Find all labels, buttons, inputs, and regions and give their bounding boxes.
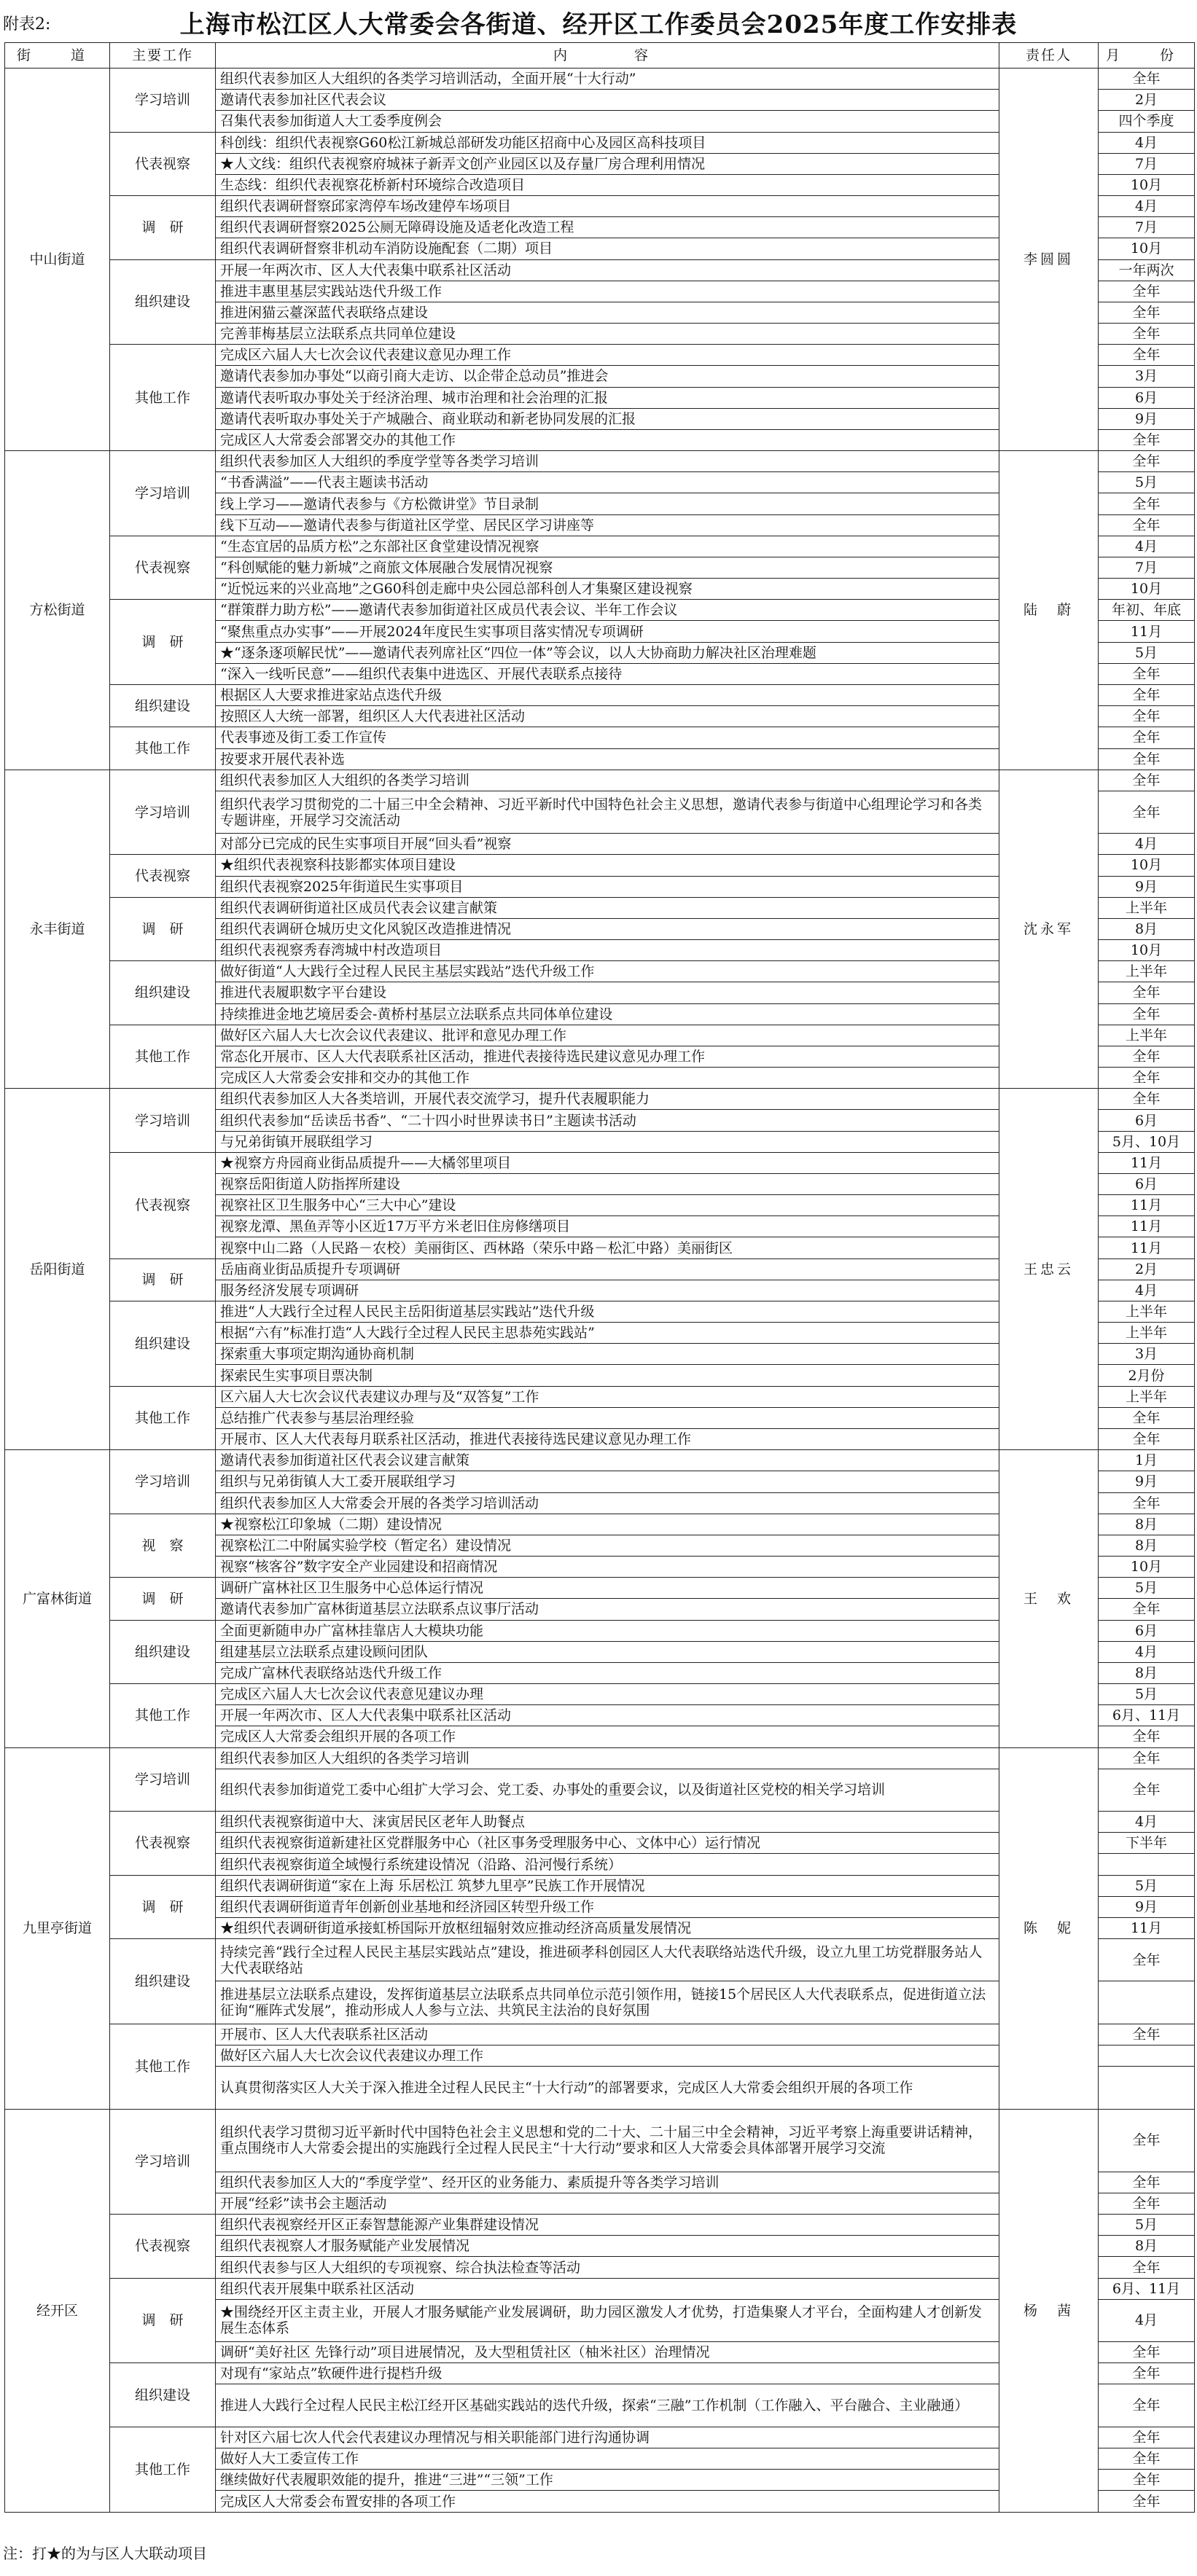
content-cell: 组织代表调研仓城历史文化风貌区改造推进情况 (216, 918, 999, 939)
content-cell: 邀请代表参加社区代表会议 (216, 90, 999, 111)
content-cell: 视察龙潭、黑鱼弄等小区近17万平方米老旧住房修缮项目 (216, 1216, 999, 1237)
month-cell: 10月 (1099, 579, 1195, 600)
responsible-person-cell: 沈永军 (999, 770, 1099, 1089)
content-cell: 线下互动——邀请代表参与街道社区学堂、居民区学习讲座等 (216, 514, 999, 536)
month-cell: 全年 (1099, 2172, 1195, 2193)
content-cell: 组织代表参加街道党工委中心组扩大学习会、党工委、办事处的重要会议，以及街道社区党校的相关学习培训 (216, 1769, 999, 1811)
month-cell: 全年 (1099, 1599, 1195, 1620)
month-cell: 全年 (1099, 345, 1195, 366)
month-cell: 5月 (1099, 642, 1195, 663)
month-cell (1099, 2067, 1195, 2109)
content-cell: 组织代表参加区人大组织的各类学习培训 (216, 1747, 999, 1769)
month-cell: 7月 (1099, 217, 1195, 238)
work-category-cell: 组织建设 (110, 1301, 216, 1386)
month-cell: 5月 (1099, 1684, 1195, 1705)
content-cell: 对部分已完成的民生实事项目开展“回头看”视察 (216, 834, 999, 855)
month-cell: 4月 (1099, 536, 1195, 557)
month-cell: 6月 (1099, 1110, 1195, 1131)
responsible-person-cell: 陆 蔚 (999, 451, 1099, 770)
month-cell: 10月 (1099, 238, 1195, 259)
month-cell: 11月 (1099, 621, 1195, 642)
month-cell: 全年 (1099, 514, 1195, 536)
month-cell: 年初、年底 (1099, 600, 1195, 621)
content-cell: “深入一线听民意”——组织代表集中进选区、开展代表联系点接待 (216, 663, 999, 684)
month-cell: 9月 (1099, 876, 1195, 897)
content-cell: 做好区六届人大七次会议代表建议办理工作 (216, 2045, 999, 2066)
content-cell: 常态化开展市、区人大代表联系社区活动，推进代表接待选民建议意见办理工作 (216, 1046, 999, 1067)
work-category-cell: 学习培训 (110, 2109, 216, 2215)
content-cell: 组织代表参加区人大组织的各类学习培训 (216, 770, 999, 791)
work-category-cell: 调 研 (110, 1875, 216, 1939)
month-cell: 全年 (1099, 2257, 1195, 2278)
month-cell: 4月 (1099, 1280, 1195, 1301)
col-header-work: 主要工作 (110, 43, 216, 68)
content-cell: 组织代表视察人才服务赋能产业发展情况 (216, 2236, 999, 2257)
month-cell: 10月 (1099, 174, 1195, 195)
content-cell: 组织代表参加区人大的“季度学堂”、经开区的业务能力、素质提升等各类学习培训 (216, 2172, 999, 2193)
work-category-cell: 调 研 (110, 600, 216, 685)
work-category-cell: 学习培训 (110, 451, 216, 536)
month-cell: 6月 (1099, 387, 1195, 408)
content-cell: “近悦远来的兴业高地”之G60科创走廊中央公园总部科创人才集聚区建设视察 (216, 579, 999, 600)
content-cell: 探索重大事项定期沟通协商机制 (216, 1344, 999, 1365)
work-category-cell: 其他工作 (110, 2427, 216, 2512)
month-cell: 5月 (1099, 2215, 1195, 2236)
work-category-cell: 组织建设 (110, 259, 216, 345)
work-category-cell: 其他工作 (110, 1025, 216, 1089)
content-cell: 根据“六有”标准打造“人大践行全过程人民民主思恭苑实践站” (216, 1323, 999, 1344)
month-cell: 10月 (1099, 940, 1195, 961)
content-cell: 按照区人大统一部署，组织区人大代表进社区活动 (216, 706, 999, 727)
content-cell: 科创线：组织代表视察G60松江新城总部研发功能区招商中心及园区高科技项目 (216, 132, 999, 153)
month-cell: 6月 (1099, 1173, 1195, 1194)
content-cell: 组织代表调研督察2025公厕无障碍设施及适老化改造工程 (216, 217, 999, 238)
work-category-cell: 学习培训 (110, 68, 216, 133)
page-header (0, 0, 1197, 47)
work-category-cell: 代表视察 (110, 536, 216, 600)
month-cell: 上半年 (1099, 1301, 1195, 1322)
content-cell: 组织代表视察秀春湾城中村改造项目 (216, 940, 999, 961)
content-cell: “聚焦重点办实事”——开展2024年度民生实事项目落实情况专项调研 (216, 621, 999, 642)
work-category-cell: 组织建设 (110, 961, 216, 1025)
col-header-person: 责任人 (999, 43, 1099, 68)
content-cell: 与兄弟街镇开展联组学习 (216, 1131, 999, 1152)
month-cell: 10月 (1099, 855, 1195, 876)
month-cell: 全年 (1099, 748, 1195, 770)
work-category-cell: 视 察 (110, 1514, 216, 1578)
content-cell: 完成区人大常委会布置安排的各项工作 (216, 2491, 999, 2513)
content-cell: 继续做好代表履职效能的提升，推进“三进”“三领”工作 (216, 2470, 999, 2491)
month-cell: 全年 (1099, 493, 1195, 514)
month-cell: 下半年 (1099, 1833, 1195, 1854)
work-category-cell: 组织建设 (110, 2363, 216, 2427)
content-cell: 组建基层立法联系点建设顾问团队 (216, 1641, 999, 1662)
content-cell: 完成区人大常委会安排和交办的其他工作 (216, 1068, 999, 1089)
content-cell: 组织代表视察街道新建社区党群服务中心（社区事务受理服务中心、文体中心）运行情况 (216, 1833, 999, 1854)
content-cell: 推进人大践行全过程人民民主松江经开区基础实践站的迭代升级，探索“三融”工作机制（工作融入、平台融合、主业融通） (216, 2384, 999, 2427)
content-cell: 组织代表调研街道社区成员代表会议建言献策 (216, 897, 999, 918)
content-cell: 组织代表调研街道青年创新创业基地和经济园区转型升级工作 (216, 1896, 999, 1917)
content-cell: 针对区六届七次人代会代表建议办理情况与相关职能部门进行沟通协调 (216, 2427, 999, 2448)
work-category-cell: 代表视察 (110, 2215, 216, 2279)
month-cell: 8月 (1099, 1514, 1195, 1535)
responsible-person-cell: 陈 妮 (999, 1747, 1099, 2109)
content-cell: ★视察松江印象城（二期）建设情况 (216, 1514, 999, 1535)
page-title: 上海市松江区人大常委会各街道、经开区工作委员会2025年度工作安排表 (179, 10, 1018, 39)
work-category-cell: 调 研 (110, 897, 216, 961)
table-row (5, 770, 1195, 791)
table-body (5, 68, 1195, 2513)
content-cell: 邀请代表参加办事处“以商引商大走访、以企带企总动员”推进会 (216, 366, 999, 387)
work-category-cell: 学习培训 (110, 1747, 216, 1812)
footnote: 注：打★的为与区人大联动项目 (3, 2545, 207, 2562)
content-cell: 组织代表开展集中联系社区活动 (216, 2278, 999, 2299)
work-category-cell: 其他工作 (110, 1684, 216, 1748)
content-cell: 开展市、区人大代表联系社区活动 (216, 2024, 999, 2045)
content-cell: 线上学习——邀请代表参与《方松微讲堂》节目录制 (216, 493, 999, 514)
month-cell: 7月 (1099, 557, 1195, 578)
month-cell: 全年 (1099, 982, 1195, 1003)
content-cell: 持续推进金地艺境居委会-黄桥村基层立法联系点共同体单位建设 (216, 1003, 999, 1025)
month-cell: 全年 (1099, 2470, 1195, 2491)
street-name-cell: 岳阳街道 (5, 1089, 110, 1450)
table-row (5, 68, 1195, 90)
work-category-cell: 调 研 (110, 1578, 216, 1620)
responsible-person-cell: 李圆圆 (999, 68, 1099, 451)
month-cell: 5月、10月 (1099, 1131, 1195, 1152)
month-cell: 全年 (1099, 68, 1195, 90)
content-cell: 推进基层立法联系点建设，发挥街道基层立法联系点共同单位示范引领作用，链接15个居民区人大代表联系点，促进街道立法征询“雁阵式发展”，推动形成人人参与立法、共筑民主法治的良好氛围 (216, 1981, 999, 2024)
content-cell: ★围绕经开区主责主业，开展人才服务赋能产业发展调研，助力园区激发人才优势，打造集聚人才平台，全面构建人才创新发展生态体系 (216, 2299, 999, 2341)
annex-label: 附表2: (3, 15, 51, 34)
month-cell: 全年 (1099, 727, 1195, 748)
content-cell: 对现有“家站点”软硬件进行提档升级 (216, 2363, 999, 2384)
month-cell: 全年 (1099, 1089, 1195, 1110)
content-cell: 完成广富林代表联络站迭代升级工作 (216, 1662, 999, 1683)
content-cell: 视察社区卫生服务中心“三大中心”建设 (216, 1195, 999, 1216)
content-cell: 完成区人大常委会组织开展的各项工作 (216, 1726, 999, 1747)
content-cell: 持续完善“践行全过程人民民主基层实践站点”建设，推进硕孝科创园区人大代表联络站迭代升级，设立九里工坊党群服务站人大代表联络站 (216, 1939, 999, 1981)
month-cell: 全年 (1099, 684, 1195, 705)
work-category-cell: 代表视察 (110, 132, 216, 196)
month-cell: 8月 (1099, 918, 1195, 939)
table-row (5, 1089, 1195, 1110)
content-cell: 邀请代表参加广富林街道基层立法联系点议事厅活动 (216, 1599, 999, 1620)
month-cell: 全年 (1099, 2342, 1195, 2363)
work-category-cell: 其他工作 (110, 727, 216, 770)
content-cell: 组织代表参加区人大组织的各类学习培训活动，全面开展“十大行动” (216, 68, 999, 90)
month-cell: 全年 (1099, 451, 1195, 472)
content-cell: 做好人大工委宣传工作 (216, 2448, 999, 2469)
street-name-cell: 永丰街道 (5, 770, 110, 1089)
month-cell: 全年 (1099, 324, 1195, 345)
month-cell: 全年 (1099, 706, 1195, 727)
month-cell: 8月 (1099, 1535, 1195, 1556)
month-cell: 10月 (1099, 1557, 1195, 1578)
month-cell: 全年 (1099, 1769, 1195, 1811)
content-cell: “书香满溢”——代表主题读书活动 (216, 472, 999, 493)
work-category-cell: 组织建设 (110, 1620, 216, 1684)
content-cell: ★视察方舟园商业街品质提升——大橘邻里项目 (216, 1152, 999, 1173)
month-cell: 9月 (1099, 1471, 1195, 1492)
month-cell: 上半年 (1099, 961, 1195, 982)
work-plan-table (4, 42, 1195, 2513)
table-row (5, 1747, 1195, 1769)
street-name-cell: 中山街道 (5, 68, 110, 451)
month-cell: 全年 (1099, 2193, 1195, 2214)
street-name-cell: 经开区 (5, 2109, 110, 2513)
content-cell: 组织代表参加区人大组织的季度学堂等各类学习培训 (216, 451, 999, 472)
month-cell: 11月 (1099, 1152, 1195, 1173)
content-cell: 组织代表参加区人大常委会开展的各类学习培训活动 (216, 1492, 999, 1514)
month-cell: 3月 (1099, 366, 1195, 387)
content-cell: “群策群力助方松”——邀请代表参加街道社区成员代表会议、半年工作会议 (216, 600, 999, 621)
content-cell: 全面更新随申办广富林挂靠店人大模块功能 (216, 1620, 999, 1641)
month-cell: 全年 (1099, 1003, 1195, 1025)
work-category-cell: 代表视察 (110, 855, 216, 897)
month-cell: 11月 (1099, 1216, 1195, 1237)
content-cell: 调研广富林社区卫生服务中心总体运行情况 (216, 1578, 999, 1599)
month-cell: 上半年 (1099, 897, 1195, 918)
col-header-street: 街 道 (5, 43, 110, 68)
month-cell: 上半年 (1099, 1323, 1195, 1344)
month-cell: 全年 (1099, 2384, 1195, 2427)
month-cell: 全年 (1099, 1939, 1195, 1981)
work-category-cell: 组织建设 (110, 684, 216, 727)
content-cell: 完成区六届人大七次会议代表意见建议办理 (216, 1684, 999, 1705)
work-category-cell: 调 研 (110, 2278, 216, 2363)
content-cell: 做好街道“人大践行全过程人民民主基层实践站”迭代升级工作 (216, 961, 999, 982)
content-cell: 组织与兄弟街镇人大工委开展联组学习 (216, 1471, 999, 1492)
work-category-cell: 代表视察 (110, 1152, 216, 1258)
month-cell: 8月 (1099, 1662, 1195, 1683)
content-cell: 视察中山二路（人民路－农校）美丽街区、西林路（荣乐中路－松汇中路）美丽街区 (216, 1237, 999, 1258)
work-category-cell: 学习培训 (110, 770, 216, 855)
month-cell: 全年 (1099, 791, 1195, 833)
content-cell: 服务经济发展专项调研 (216, 1280, 999, 1301)
content-cell: 根据区人大要求推进家站点迭代升级 (216, 684, 999, 705)
content-cell: 组织代表学习贯彻党的二十届三中全会精神、习近平新时代中国特色社会主义思想，邀请代表参与街道中心组理论学习和各类专题讲座，开展学习交流活动 (216, 791, 999, 833)
month-cell: 全年 (1099, 1046, 1195, 1067)
month-cell: 11月 (1099, 1237, 1195, 1258)
month-cell: 4月 (1099, 1641, 1195, 1662)
content-cell: ★人文线：组织代表视察府城袜子新弄文创产业园区以及存量厂房合理利用情况 (216, 153, 999, 174)
content-cell: 邀请代表参加街道社区代表会议建言献策 (216, 1450, 999, 1471)
month-cell: 5月 (1099, 472, 1195, 493)
content-cell: 开展一年两次市、区人大代表集中联系社区活动 (216, 259, 999, 281)
work-category-cell: 其他工作 (110, 345, 216, 451)
responsible-person-cell: 杨 茜 (999, 2109, 1099, 2513)
table-row (5, 451, 1195, 472)
responsible-person-cell: 王忠云 (999, 1089, 1099, 1450)
month-cell: 全年 (1099, 281, 1195, 302)
content-cell: 认真贯彻落实区人大关于深入推进全过程人民民主“十大行动”的部署要求，完成区人大常委会组织开展的各项工作 (216, 2067, 999, 2109)
month-cell: 4月 (1099, 132, 1195, 153)
content-cell: 组织代表学习贯彻习近平新时代中国特色社会主义思想和党的二十大、二十届三中全会精神，习近平考察上海重要讲话精神，重点围绕市人大常委会提出的实施践行全过程人民民主“十大行动”要求和区人大常委会具体部署开展学习交流 (216, 2109, 999, 2172)
month-cell: 5月 (1099, 1875, 1195, 1896)
content-cell: ★组织代表视察科技影都实体项目建设 (216, 855, 999, 876)
work-category-cell: 调 研 (110, 196, 216, 260)
month-cell: 全年 (1099, 2024, 1195, 2045)
month-cell (1099, 1981, 1195, 2024)
month-cell: 3月 (1099, 1344, 1195, 1365)
month-cell: 6月 (1099, 1620, 1195, 1641)
month-cell: 2月 (1099, 90, 1195, 111)
col-header-content: 内 容 (216, 43, 999, 68)
month-cell: 6月、11月 (1099, 2278, 1195, 2299)
month-cell: 全年 (1099, 2448, 1195, 2469)
content-cell: 组织代表视察街道全域慢行系统建设情况（沿路、沿河慢行系统） (216, 1854, 999, 1875)
month-cell: 6月、11月 (1099, 1705, 1195, 1726)
work-category-cell: 调 研 (110, 1258, 216, 1301)
month-cell: 4月 (1099, 196, 1195, 217)
content-cell: 组织代表参加“岳读岳书香”、“二十四小时世界读书日”主题读书活动 (216, 1110, 999, 1131)
work-category-cell: 代表视察 (110, 1812, 216, 1876)
content-cell: 岳庙商业街品质提升专项调研 (216, 1258, 999, 1280)
content-cell: 完善菲梅基层立法联系点共同单位建设 (216, 324, 999, 345)
content-cell: 视察“核客谷”数字安全产业园建设和招商情况 (216, 1557, 999, 1578)
table-row (5, 2109, 1195, 2172)
month-cell: 全年 (1099, 2491, 1195, 2513)
content-cell: 做好区六届人大七次会议代表建议、批评和意见办理工作 (216, 1025, 999, 1046)
content-cell: 推进闲猫云薹深蓝代表联络点建设 (216, 302, 999, 323)
month-cell: 上半年 (1099, 1025, 1195, 1046)
content-cell: 总结推广代表参与基层治理经验 (216, 1407, 999, 1428)
street-name-cell: 方松街道 (5, 451, 110, 770)
table-row (5, 1450, 1195, 1471)
content-cell: 代表事迹及街工委工作宣传 (216, 727, 999, 748)
month-cell: 全年 (1099, 1407, 1195, 1428)
street-name-cell: 九里亭街道 (5, 1747, 110, 2109)
work-category-cell: 学习培训 (110, 1450, 216, 1514)
content-cell: 视察松江二中附属实验学校（暂定名）建设情况 (216, 1535, 999, 1556)
month-cell (1099, 2045, 1195, 2066)
month-cell: 2月 (1099, 1258, 1195, 1280)
month-cell: 全年 (1099, 2363, 1195, 2384)
month-cell: 11月 (1099, 1195, 1195, 1216)
content-cell: 生态线：组织代表视察花桥新村环境综合改造项目 (216, 174, 999, 195)
content-cell: 完成区人大常委会部署交办的其他工作 (216, 429, 999, 450)
content-cell: 组织代表调研督察邱家湾停车场改建停车场项目 (216, 196, 999, 217)
content-cell: 召集代表参加街道人大工委季度例会 (216, 111, 999, 132)
month-cell: 11月 (1099, 1917, 1195, 1938)
content-cell: 邀请代表听取办事处关于产城融合、商业联动和新老协同发展的汇报 (216, 408, 999, 429)
month-cell: 全年 (1099, 1068, 1195, 1089)
content-cell: 视察岳阳街道人防指挥所建设 (216, 1173, 999, 1194)
work-category-cell: 其他工作 (110, 2024, 216, 2109)
month-cell: 5月 (1099, 1578, 1195, 1599)
content-cell: 推进代表履职数字平台建设 (216, 982, 999, 1003)
month-cell: 1月 (1099, 1450, 1195, 1471)
content-cell: 开展一年两次市、区人大代表集中联系社区活动 (216, 1705, 999, 1726)
content-cell: 组织代表视察经开区正泰智慧能源产业集群建设情况 (216, 2215, 999, 2236)
content-cell: 邀请代表听取办事处关于经济治理、城市治理和社会治理的汇报 (216, 387, 999, 408)
table-header-row (5, 43, 1195, 68)
month-cell: 2月份 (1099, 1365, 1195, 1386)
content-cell: ★组织代表调研街道承接虹桥国际开放枢纽辐射效应推动经济高质量发展情况 (216, 1917, 999, 1938)
month-cell: 9月 (1099, 408, 1195, 429)
work-category-cell: 学习培训 (110, 1089, 216, 1153)
content-cell: 推进“人大践行全过程人民民主岳阳街道基层实践站”迭代升级 (216, 1301, 999, 1322)
content-cell: 开展“经彩”读书会主题活动 (216, 2193, 999, 2214)
content-cell: 组织代表调研街道“家在上海 乐居松江 筑梦九里亭”民族工作开展情况 (216, 1875, 999, 1896)
month-cell: 4月 (1099, 2299, 1195, 2341)
month-cell: 上半年 (1099, 1386, 1195, 1407)
content-cell: 调研“美好社区 先锋行动”项目进展情况，及大型租赁社区（柚米社区）治理情况 (216, 2342, 999, 2363)
work-category-cell: 组织建设 (110, 1939, 216, 2024)
content-cell: 推进丰惠里基层实践站迭代升级工作 (216, 281, 999, 302)
month-cell: 4月 (1099, 1812, 1195, 1833)
month-cell: 全年 (1099, 302, 1195, 323)
month-cell: 一年两次 (1099, 259, 1195, 281)
content-cell: 组织代表调研督察非机动车消防设施配套（二期）项目 (216, 238, 999, 259)
month-cell: 全年 (1099, 2427, 1195, 2448)
street-name-cell: 广富林街道 (5, 1450, 110, 1747)
content-cell: 完成区六届人大七次会议代表建议意见办理工作 (216, 345, 999, 366)
work-category-cell: 其他工作 (110, 1386, 216, 1450)
month-cell: 全年 (1099, 1726, 1195, 1747)
content-cell: “科创赋能的魅力新城”之商旅文体展融合发展情况视察 (216, 557, 999, 578)
content-cell: ★“逐条逐项解民忧”——邀请代表列席社区“四位一体”等会议，以人大协商助力解决社区治理难题 (216, 642, 999, 663)
content-cell: 组织代表视察2025年街道民生实事项目 (216, 876, 999, 897)
content-cell: 组织代表视察街道中大、涞寅居民区老年人助餐点 (216, 1812, 999, 1833)
content-cell: 探索民生实事项目票决制 (216, 1365, 999, 1386)
month-cell: 全年 (1099, 429, 1195, 450)
month-cell (1099, 1854, 1195, 1875)
col-header-month: 月 份 (1099, 43, 1195, 68)
content-cell: 开展市、区人大代表每月联系社区活动，推进代表接待选民建议意见办理工作 (216, 1429, 999, 1450)
month-cell: 8月 (1099, 2236, 1195, 2257)
month-cell: 4月 (1099, 834, 1195, 855)
month-cell: 全年 (1099, 1747, 1195, 1769)
month-cell: 9月 (1099, 1896, 1195, 1917)
month-cell: 四个季度 (1099, 111, 1195, 132)
month-cell: 全年 (1099, 1429, 1195, 1450)
content-cell: 区六届人大七次会议代表建议办理与及“双答复”工作 (216, 1386, 999, 1407)
month-cell: 全年 (1099, 663, 1195, 684)
responsible-person-cell: 王 欢 (999, 1450, 1099, 1747)
month-cell: 全年 (1099, 770, 1195, 791)
month-cell: 全年 (1099, 2109, 1195, 2172)
month-cell: 全年 (1099, 1492, 1195, 1514)
content-cell: 按要求开展代表补选 (216, 748, 999, 770)
month-cell: 7月 (1099, 153, 1195, 174)
content-cell: “生态宜居的品质方松”之东部社区食堂建设情况视察 (216, 536, 999, 557)
content-cell: 组织代表参加区人大各类培训，开展代表交流学习，提升代表履职能力 (216, 1089, 999, 1110)
content-cell: 组织代表参与区人大组织的专项视察、综合执法检查等活动 (216, 2257, 999, 2278)
